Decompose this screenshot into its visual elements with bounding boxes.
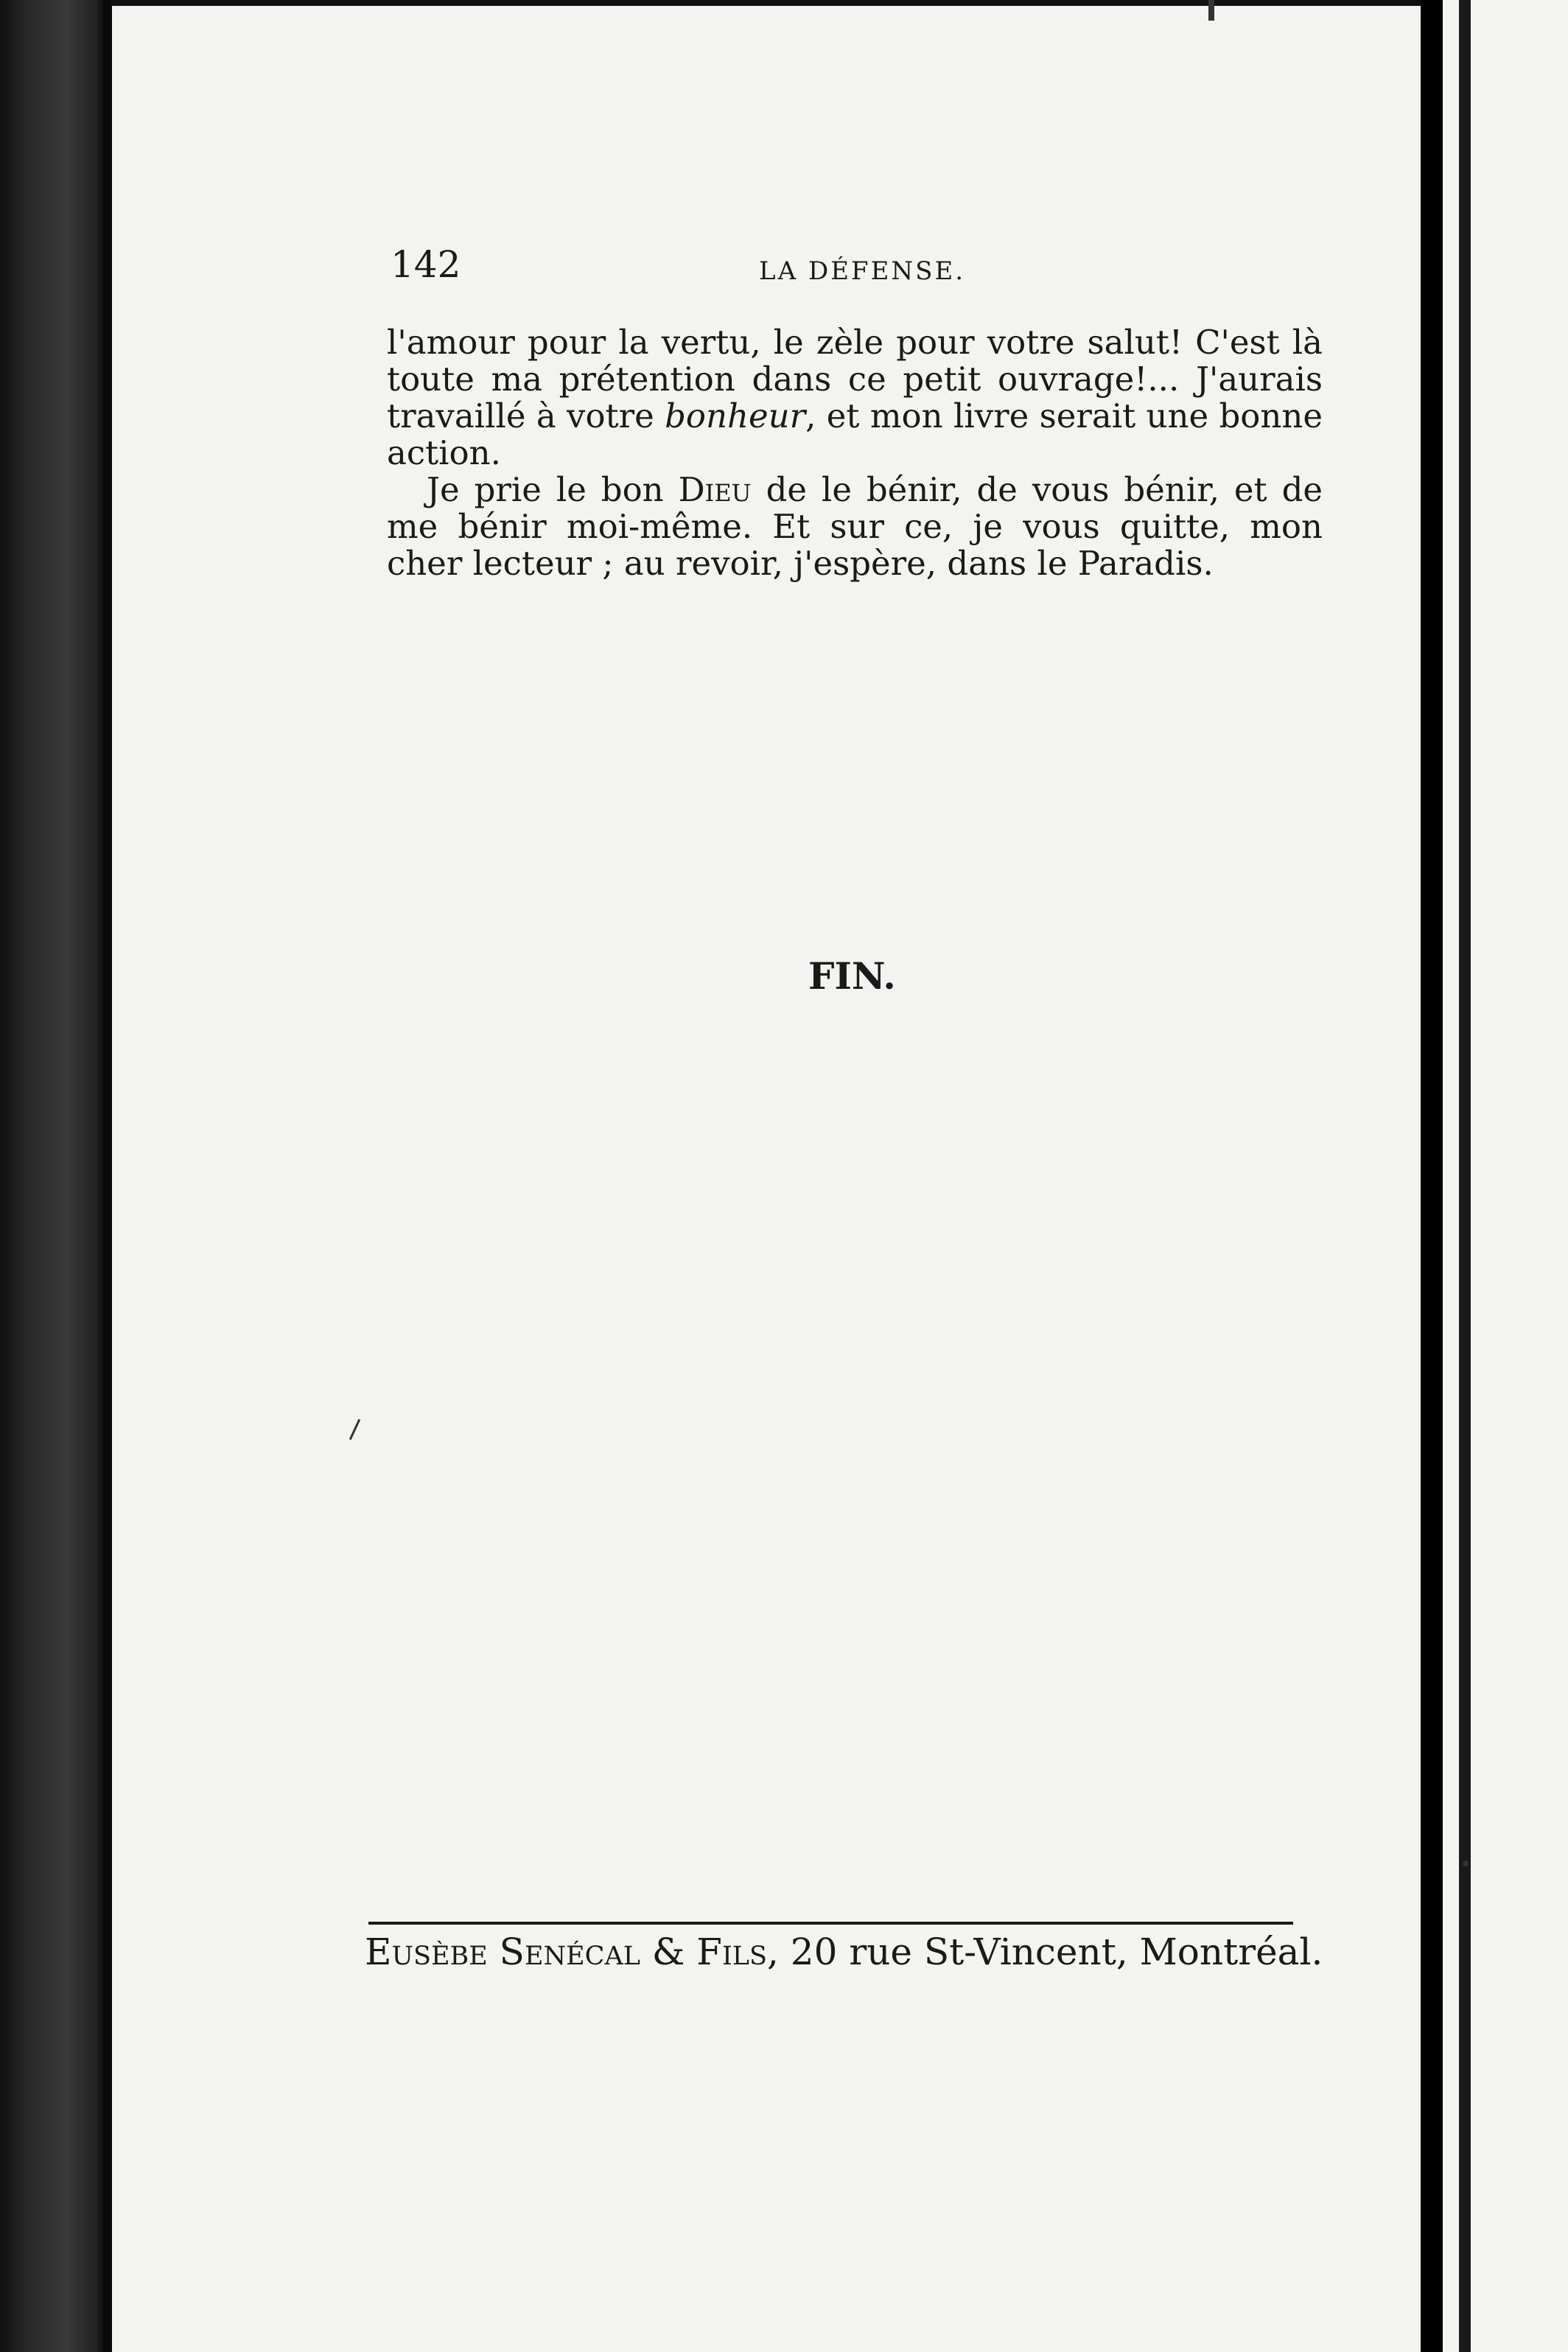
gutter [1421, 0, 1443, 2352]
imprint [365, 1931, 1323, 1973]
page-header [391, 243, 1326, 295]
paragraph-1-text-a: l'amour pour la vertu, le zèle pour votre salut! C'est là toute ma prétention dans ce petit ouvrage!... J'aurais travaillé à votre [387, 323, 1323, 435]
scan-speck [1463, 1861, 1469, 1866]
scan-speck [1208, 0, 1214, 21]
running-head: LA DÉFENSE. [759, 256, 966, 286]
paragraph-2-text-a: Je prie le bon [427, 470, 679, 509]
paragraph-2 [387, 472, 1323, 582]
body-text [387, 324, 1323, 582]
imprint-rule [368, 1922, 1293, 1925]
paragraph-2-text-b: de le bénir, de vous bénir, et de me bénir moi-même. Et sur ce, je vous quitte, mon cher lecteur ; au revoir, j'espère, dans le Paradis. [387, 470, 1323, 583]
adjacent-page-edge [1459, 0, 1471, 2352]
book-spine [0, 0, 111, 2352]
paragraph-1-text-b: , et mon livre serait une bonne action. [387, 396, 1323, 472]
spine-edge [103, 0, 112, 2352]
paragraph-2-small-caps: Dieu [678, 470, 752, 509]
page-number: 142 [391, 243, 461, 286]
top-edge [111, 0, 1422, 6]
imprint-publisher: Eusèbe Senécal & Fils, [365, 1931, 779, 1973]
paragraph-1 [387, 324, 1323, 472]
paragraph-1-emphasis: bonheur [665, 396, 806, 435]
imprint-address: 20 rue St-Vincent, Montréal. [790, 1931, 1323, 1973]
fin-heading: FIN. [808, 954, 896, 998]
